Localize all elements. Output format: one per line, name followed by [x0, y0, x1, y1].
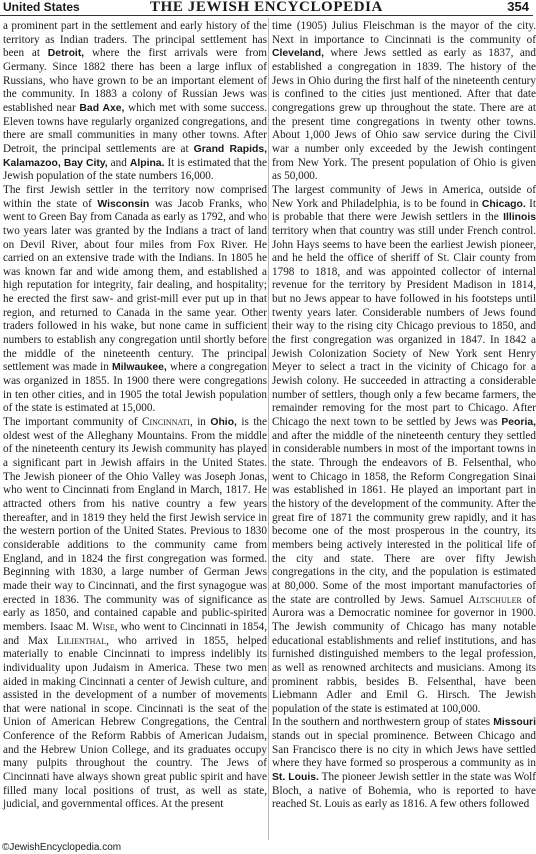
left-column [3, 20, 267, 812]
paragraph [272, 20, 536, 184]
text-run: and [107, 156, 130, 169]
text-run: , who arrived in 1855, helped materially to enable Cincinnati to impress indelibly its individuality upon Judaism in America. These two men aided in making Cincinnati a center of Jewish culture, and assisted in the development of a number of movements that were national in scope. Cincinnati is the seat of the Union of American Hebrew Congregations, the Central Conference of the Reform Rabbis of American Judaism, and the Hebrew Union College, and its graduates occupy many pulpits throughout the country. The Jews of Cincinnati have always shown great public spirit and have filled many local positions of trust, as well as state, judicial, and governmental offices. At the present [3, 634, 267, 811]
bold-place-name: Illinois [503, 212, 536, 224]
page-number: 354 [507, 0, 529, 14]
bold-place-name: Ohio, [210, 417, 237, 429]
text-run: The largest community of Jews in America, outside of New York and Philadelphia, is to be found in [272, 183, 536, 210]
paragraph [3, 20, 267, 184]
text-run: The important community of [3, 416, 143, 429]
paragraph [272, 184, 536, 717]
bold-place-name: St. Louis. [272, 772, 319, 784]
paragraph [3, 184, 267, 416]
small-caps-name: Cincinnati [142, 416, 190, 429]
text-run: The pioneer Jewish settler in the state was Wolf Bloch, a native of Bohemia, who is reported to have reached St. Louis as early as 1816. A few others followed [272, 771, 536, 811]
bold-place-name: Peoria, [501, 417, 536, 429]
text-run: It is estimated that the Jewish population of the state numbers 16,000. [3, 156, 267, 183]
right-column [272, 20, 536, 812]
bold-place-name: Milwaukee, [111, 362, 167, 374]
text-run: which met with some success. Eleven towns have regularly organized congregations, and there are small communities in many other towns. After Detroit, the principal settlements are at [3, 101, 267, 155]
text-run: stands out in special prominence. Between Chicago and San Francisco there is no city in which Jews have settled where they have formed so prosperous a community as in [272, 730, 536, 770]
header-rule [0, 15, 533, 16]
bold-place-name: Bad Axe, [79, 102, 125, 114]
column-divider [268, 18, 269, 840]
text-run: It is probable that there were Jewish settlers in the [272, 197, 536, 224]
text-run: time (1905) Julius Fleischman is the mayor of the city. Next in importance to Cincinnati is the community of [272, 20, 536, 46]
text-run: , who went to Cincinnati in 1854, and Max [3, 620, 267, 647]
text-run: is the oldest west of the Alleghany Mountains. From the middle of the nineteenth century its Jewish community has played a significant part in Jewish affairs in the United States. The Jewish pioneer of the Ohio Valley was Joseph Jonas, who went to Cincinnati from England in March, 1817. He attracted others from his native country a few years thereafter, and in 1819 they held the first Jewish service in the western portion of the United States. Previous to 1830 considerable additions to the community came from England, and in 1824 the first congregation was formed. Beginning with 1830, a large number of German Jews made their way to Cincinnati, and the first synagogue was erected in 1836. The community was of significance as early as 1850, and contained capable and public-spirited members. Isaac M. [3, 416, 267, 633]
text-run: a prominent part in the settlement and early history of the territory as Indian traders. The principal settlement has been at [3, 20, 267, 60]
bold-place-name: Missouri [493, 717, 536, 729]
section-title: United States [3, 0, 80, 14]
bold-place-name: Wisconsin [97, 198, 150, 210]
bold-place-name: Alpina. [129, 157, 165, 169]
bold-place-name: Detroit, [47, 48, 85, 60]
text-run: where the first arrivals were from Germany. Since 1882 there has been a large influx of Russians, who have grown to be an important element of the community. In 1883 a colony of Russian Jews was established near [3, 47, 267, 114]
text-run: and after the middle of the nineteenth century they settled in considerable numbers in most of the important towns in the state. Through the endeavors of B. Felsenthal, who went to Chicago in 1858, the Reform Congregation Sinai was established in 1861. He played an important part in the history of the development of the community. After the great fire of 1871 the community grew rapidly, and it has become one of the most prosperous in the country, its members being actively interested in the political life of the city and state. There are over fifty Jewish congregations in the city, and the population is estimated at 80,000. Some of the most important manufactories of the state are controlled by Jews. Samuel [272, 429, 536, 606]
page-header [0, 0, 533, 17]
text-run: of Aurora was a Democratic nominee for governor in 1900. The Jewish community of Chicago has many notable educational establishments and relief institutions, and has furnished distinguished members to the legal profession, as well as renowned architects and musicians. Among its prominent rabbis, besides B. Felsenthal, have been Liebmann Adler and Emil G. Hirsch. The Jewish population of the state is estimated at 100,000. [272, 593, 536, 715]
paragraph [3, 416, 267, 812]
running-title: THE JEWISH ENCYCLOPEDIA [149, 0, 383, 15]
bold-place-name: Cleveland, [272, 48, 324, 60]
paragraph [272, 716, 536, 812]
small-caps-name: Altschuler [468, 593, 522, 606]
text-run: , in [189, 416, 211, 429]
footer-credit[interactable]: ©JewishEncyclopedia.com [2, 842, 122, 853]
text-run: was Jacob Franks, who went to Green Bay from Canada as early as 1792, and who two years later was granted by the Indians a tract of land on Devil River, about four miles from Fox River. He carried on an extensive trade with the Indians. In 1805 he was known far and wide among them, and established a high reputation for integrity, fair dealing, and hospitality; he erected the first saw- and grist-mill ever put up in that region, and returned to Canada in the same year. Other traders followed in his wake, but none came in sufficient numbers to establish any congregation until shortly before the middle of the nineteenth century. The principal settlement was made in [3, 197, 267, 374]
text-run: where Jews settled as early as 1837, and established a congregation in 1839. The history of the Jews in Ohio during the first half of the nineteenth century is confined to the cities just mentioned. After that date congregations grew up throughout the state. There are at the present time congregations in twenty other towns. About 1,000 Jews of Ohio saw service during the Civil war a number only exceeded by the Jewish contingent from New York. The present population of Ohio is given as 50,000. [272, 47, 536, 183]
text-run: where a congregation was organized in 1855. In 1900 there were congregations in ten other cities, and in 1905 the total Jewish population of the state is estimated at 15,000. [3, 361, 267, 415]
small-caps-name: Lilienthal [57, 634, 107, 647]
small-caps-name: Wise [92, 620, 115, 633]
text-run: In the southern and northwestern group of states [272, 716, 494, 729]
bold-place-name: Grand Rapids, Kalamazoo, Bay City, [3, 143, 268, 169]
text-run: The first Jewish settler in the territory now comprised within the state of [3, 183, 267, 210]
text-run: territory when that country was still under French control. John Hays seems to have been the earliest Jewish pioneer, and he held the office of sheriff of St. Clair county from 1798 to 1818, and was appointed collector of internal revenue for the territory by President Madison in 1814, but no Jews appear to have followed in his footsteps until twenty years later. Considerable numbers of Jews found their way to the rising city Chicago previous to 1850, and the first congregation was organized in 1847. In 1842 a Jewish Colonization Society of New York sent Henry Meyer to select a tract in the vicinity of Chicago for a Jewish colony. He succeeded in attracting a considerable number of settlers, though only a few became farmers, the remainder removing for the most part to Chicago. After Chicago the next town to be settled by Jews was [272, 224, 536, 429]
bold-place-name: Chicago. [481, 198, 526, 210]
